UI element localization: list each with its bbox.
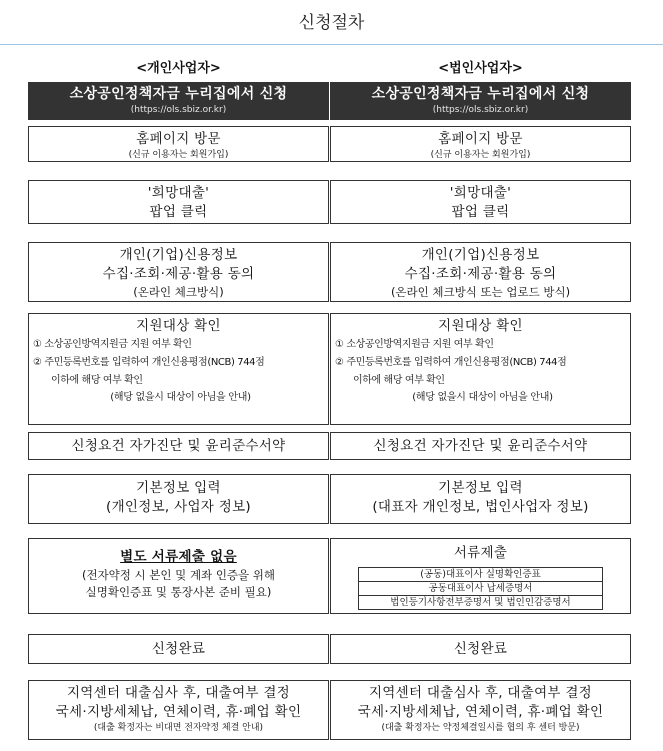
docs-line2: (전자약정 시 본인 및 계좌 인증을 위해 (81, 568, 276, 582)
visit-sub-text: (신규 이용자는 회원가입) (430, 150, 531, 160)
final-line2: 국세·지방세체납, 연체이력, 휴·폐업 확인 (357, 704, 604, 720)
apply-url-text: (https://ols.sbiz.or.kr) (432, 105, 529, 115)
individual-business-column (28, 58, 329, 733)
page-title: 신청절차 (298, 13, 365, 33)
popup-line2: 팝업 클릭 (149, 204, 208, 220)
eligibility-check-step (330, 313, 631, 425)
apply-main-text: 소상공인정책자금 누리집에서 신청 (69, 86, 288, 102)
credit-consent-step (330, 242, 631, 302)
self-check-step (28, 432, 329, 460)
application-complete-step (330, 634, 631, 664)
visit-sub-text: (신규 이용자는 회원가입) (128, 150, 229, 160)
apply-main-text: 소상공인정책자금 누리집에서 신청 (371, 86, 590, 102)
final-line1: 지역센터 대출심사 후, 대출여부 결정 (66, 685, 291, 701)
loan-review-step (330, 680, 631, 740)
docs-line3: 실명확인증표 및 통장사본 준비 필요) (85, 585, 272, 599)
visit-homepage-step (28, 126, 329, 162)
credit-consent-step (28, 242, 329, 302)
column-header: <법인사업자> (438, 61, 523, 76)
popup-line1: '희망대출' (449, 185, 512, 201)
doc-item: 법인등기사항전부증명서 및 법인인감증명서 (358, 596, 603, 610)
eligibility-list (29, 336, 328, 406)
column-header: <개인사업자> (136, 61, 221, 76)
target-title: 지원대상 확인 (136, 318, 221, 334)
final-line3: (대출 확정자는 비대면 전자약정 체결 안내) (93, 723, 264, 733)
basic-line2: (대표자 개인정보, 법인사업자 정보) (372, 499, 589, 515)
docs-title: 서류제출 (453, 545, 508, 561)
doc-item: 공동대표이사 납세증명서 (358, 582, 603, 596)
document-submission-step (28, 538, 329, 614)
consent-line3: (온라인 체크방식 또는 업로드 방식) (390, 285, 571, 299)
loan-review-step (28, 680, 329, 740)
basic-line2: (개인정보, 사업자 정보) (106, 499, 251, 515)
eligibility-note: (해당 없을시 대상이 아님을 안내) (110, 392, 251, 403)
selfcheck-text: 신청요건 자가진단 및 윤리준수서약 (373, 438, 588, 454)
eligibility-item-2: ② 주민등록번호를 입력하여 개인신용평점(NCB) 744점 (335, 357, 567, 368)
eligibility-item-1: ① 소상공인방역지원금 지원 여부 확인 (335, 339, 494, 350)
basic-line1: 기본정보 입력 (438, 480, 523, 496)
docs-line1: 별도 서류제출 없음 (120, 549, 237, 565)
eligibility-item-2-cont: 이하에 해당 여부 확인 (353, 375, 445, 386)
complete-text: 신청완료 (453, 641, 508, 657)
apply-online-step (28, 82, 329, 120)
eligibility-item-1: ① 소상공인방역지원금 지원 여부 확인 (33, 339, 192, 350)
visit-main-text: 홈페이지 방문 (136, 131, 221, 147)
basic-line1: 기본정보 입력 (136, 480, 221, 496)
consent-line1: 개인(기업)신용정보 (421, 247, 540, 263)
consent-line3: (온라인 체크방식) (133, 285, 224, 299)
consent-line1: 개인(기업)신용정보 (119, 247, 238, 263)
apply-url-text: (https://ols.sbiz.or.kr) (130, 105, 227, 115)
complete-text: 신청완료 (151, 641, 206, 657)
target-title: 지원대상 확인 (438, 318, 523, 334)
document-submission-step (330, 538, 631, 614)
doc-item: (공동)대표이사 실명확인증표 (358, 567, 603, 582)
basic-info-step (330, 474, 631, 524)
basic-info-step (28, 474, 329, 524)
eligibility-item-2: ② 주민등록번호를 입력하여 개인신용평점(NCB) 744점 (33, 357, 265, 368)
corporate-business-column (330, 58, 631, 733)
popup-line2: 팝업 클릭 (451, 204, 510, 220)
popup-click-step (330, 180, 631, 224)
selfcheck-text: 신청요건 자가진단 및 윤리준수서약 (71, 438, 286, 454)
eligibility-item-2-cont: 이하에 해당 여부 확인 (51, 375, 143, 386)
final-line2: 국세·지방세체납, 연체이력, 휴·폐업 확인 (55, 704, 302, 720)
visit-main-text: 홈페이지 방문 (438, 131, 523, 147)
popup-line1: '희망대출' (147, 185, 210, 201)
consent-line2: 수집·조회·제공·활용 동의 (404, 266, 557, 282)
eligibility-list (331, 336, 630, 406)
eligibility-check-step (28, 313, 329, 425)
popup-click-step (28, 180, 329, 224)
title-divider (0, 44, 663, 45)
final-line3: (대출 확정자는 약정체결일시를 협의 후 센터 방문) (381, 723, 580, 733)
visit-homepage-step (330, 126, 631, 162)
eligibility-note: (해당 없을시 대상이 아님을 안내) (412, 392, 553, 403)
self-check-step (330, 432, 631, 460)
consent-line2: 수집·조회·제공·활용 동의 (102, 266, 255, 282)
final-line1: 지역센터 대출심사 후, 대출여부 결정 (368, 685, 593, 701)
apply-online-step (330, 82, 631, 120)
application-complete-step (28, 634, 329, 664)
